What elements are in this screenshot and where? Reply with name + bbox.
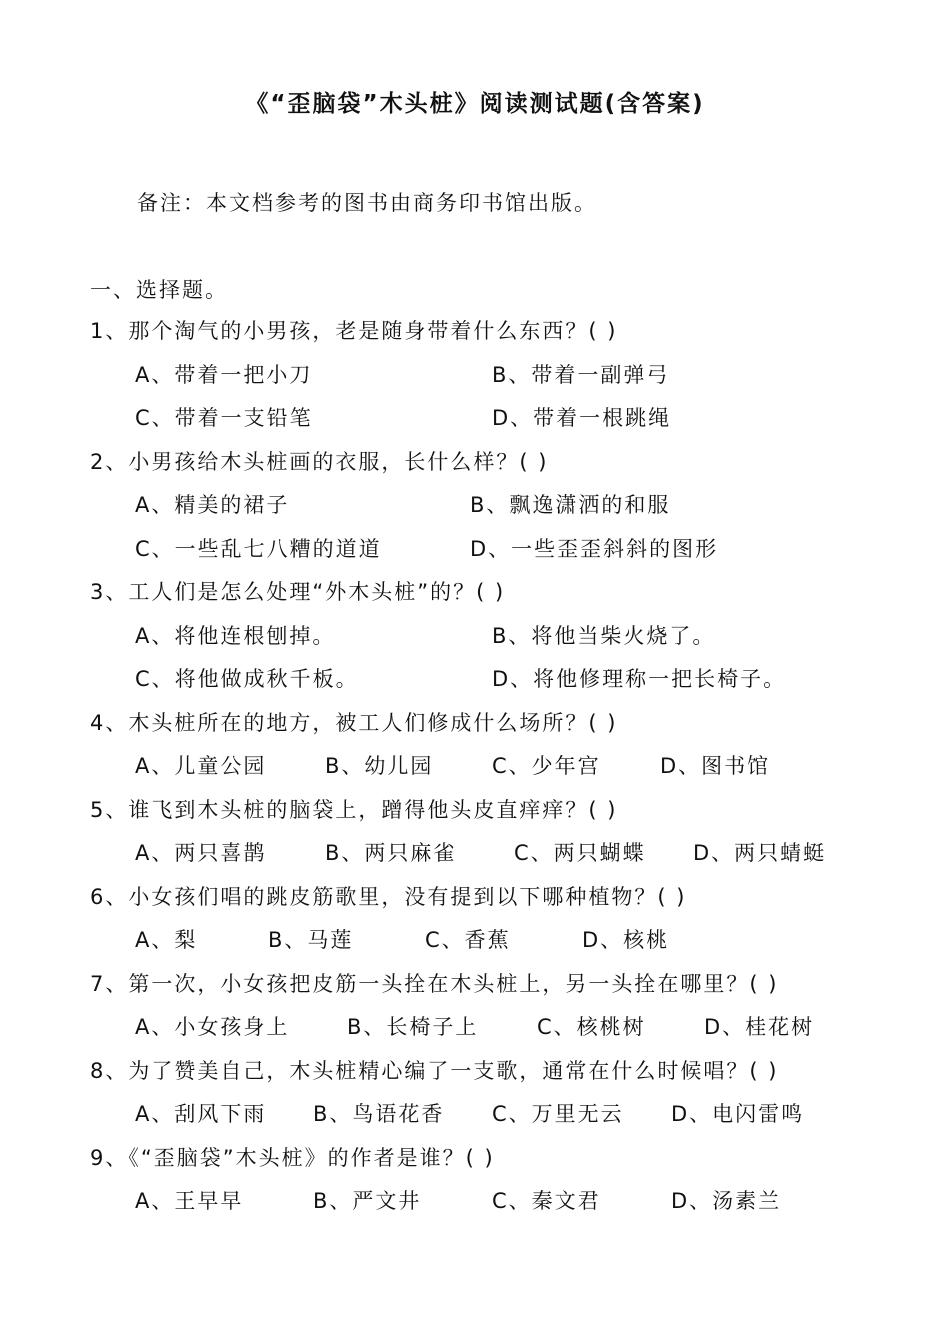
option-c: C、两只蝴蝶: [514, 841, 646, 865]
option-row: [90, 664, 910, 708]
question-stem: 1、那个淘气的小男孩，老是随身带着什么东西？( ): [90, 319, 618, 343]
option-c: C、秦文君: [492, 1189, 601, 1213]
option-row: [90, 751, 910, 795]
option-d: D、带着一根跳绳: [492, 406, 672, 430]
option-row: [90, 360, 910, 404]
question-list: [90, 316, 910, 1230]
question-stem: 3、工人们是怎么处理“外木头桩”的？( ): [90, 580, 506, 604]
option-d: D、一些歪歪斜斜的图形: [470, 536, 719, 561]
option-c: C、香蕉: [425, 928, 511, 952]
question-stem: 6、小女孩们唱的跳皮筋歌里，没有提到以下哪种植物？( ): [90, 884, 687, 909]
option-d: D、将他修理称一把长椅子。: [492, 667, 787, 691]
document-note: 备注：本文档参考的图书由商务印书馆出版。: [137, 191, 597, 215]
option-b: B、鸟语花香: [313, 1102, 445, 1126]
option-d: D、桂花树: [704, 1015, 815, 1039]
question-stem: 4、木头桩所在的地方，被工人们修成什么场所？( ): [90, 710, 618, 735]
option-d: D、图书馆: [660, 754, 771, 778]
option-a: A、刮风下雨: [135, 1102, 267, 1126]
option-d: D、汤素兰: [671, 1189, 782, 1213]
question-stem: 9、《“歪脑袋”木头桩》的作者是谁？( ): [90, 1145, 495, 1170]
option-row: [90, 1099, 910, 1143]
question-stem: 7、第一次，小女孩把皮筋一头拴在木头桩上，另一头拴在哪里？( ): [90, 971, 779, 996]
section-heading: 一、选择题。: [90, 278, 228, 302]
option-b: B、带着一副弹弓: [492, 362, 670, 387]
option-b: B、幼儿园: [325, 754, 434, 778]
option-row: [90, 403, 910, 447]
option-row: [90, 1012, 910, 1056]
option-c: C、带着一支铅笔: [135, 406, 313, 430]
option-c: C、一些乱七八糟的道道: [135, 536, 382, 561]
option-a: A、带着一把小刀: [135, 362, 313, 387]
option-c: C、万里无云: [492, 1102, 624, 1126]
question-stem: 5、谁飞到木头桩的脑袋上，蹭得他头皮直痒痒？( ): [90, 797, 618, 822]
option-a: A、两只喜鹊: [135, 841, 267, 865]
option-b: B、长椅子上: [347, 1015, 479, 1039]
option-b: B、马莲: [268, 928, 354, 952]
option-a: A、王早早: [135, 1189, 244, 1213]
option-a: A、梨: [135, 928, 198, 952]
option-c: C、核桃树: [537, 1015, 646, 1039]
option-row: [90, 1186, 910, 1230]
option-d: D、电闪雷鸣: [671, 1102, 805, 1126]
option-b: B、严文井: [313, 1189, 422, 1213]
option-row: [90, 490, 910, 534]
option-row: [90, 925, 910, 969]
option-row: [90, 534, 910, 578]
question-stem: 2、小男孩给木头桩画的衣服，长什么样？( ): [90, 449, 549, 474]
option-d: D、核桃: [582, 928, 670, 952]
option-d: D、两只蜻蜓: [693, 841, 827, 865]
option-a: A、精美的裙子: [135, 493, 290, 517]
document-title: 《“歪脑袋”木头桩》阅读测试题(含答案): [245, 91, 705, 117]
option-b: B、飘逸潇洒的和服: [470, 493, 671, 517]
option-b: B、将他当柴火烧了。: [492, 623, 716, 648]
option-a: A、将他连根刨掉。: [135, 623, 336, 648]
option-b: B、两只麻雀: [325, 841, 457, 865]
option-a: A、儿童公园: [135, 754, 267, 778]
option-c: C、将他做成秋千板。: [135, 667, 359, 691]
option-a: A、小女孩身上: [135, 1015, 290, 1039]
option-row: [90, 621, 910, 665]
option-row: [90, 838, 910, 882]
question-stem: 8、为了赞美自己，木头桩精心编了一支歌，通常在什么时候唱？( ): [90, 1058, 779, 1083]
option-c: C、少年宫: [492, 754, 601, 778]
